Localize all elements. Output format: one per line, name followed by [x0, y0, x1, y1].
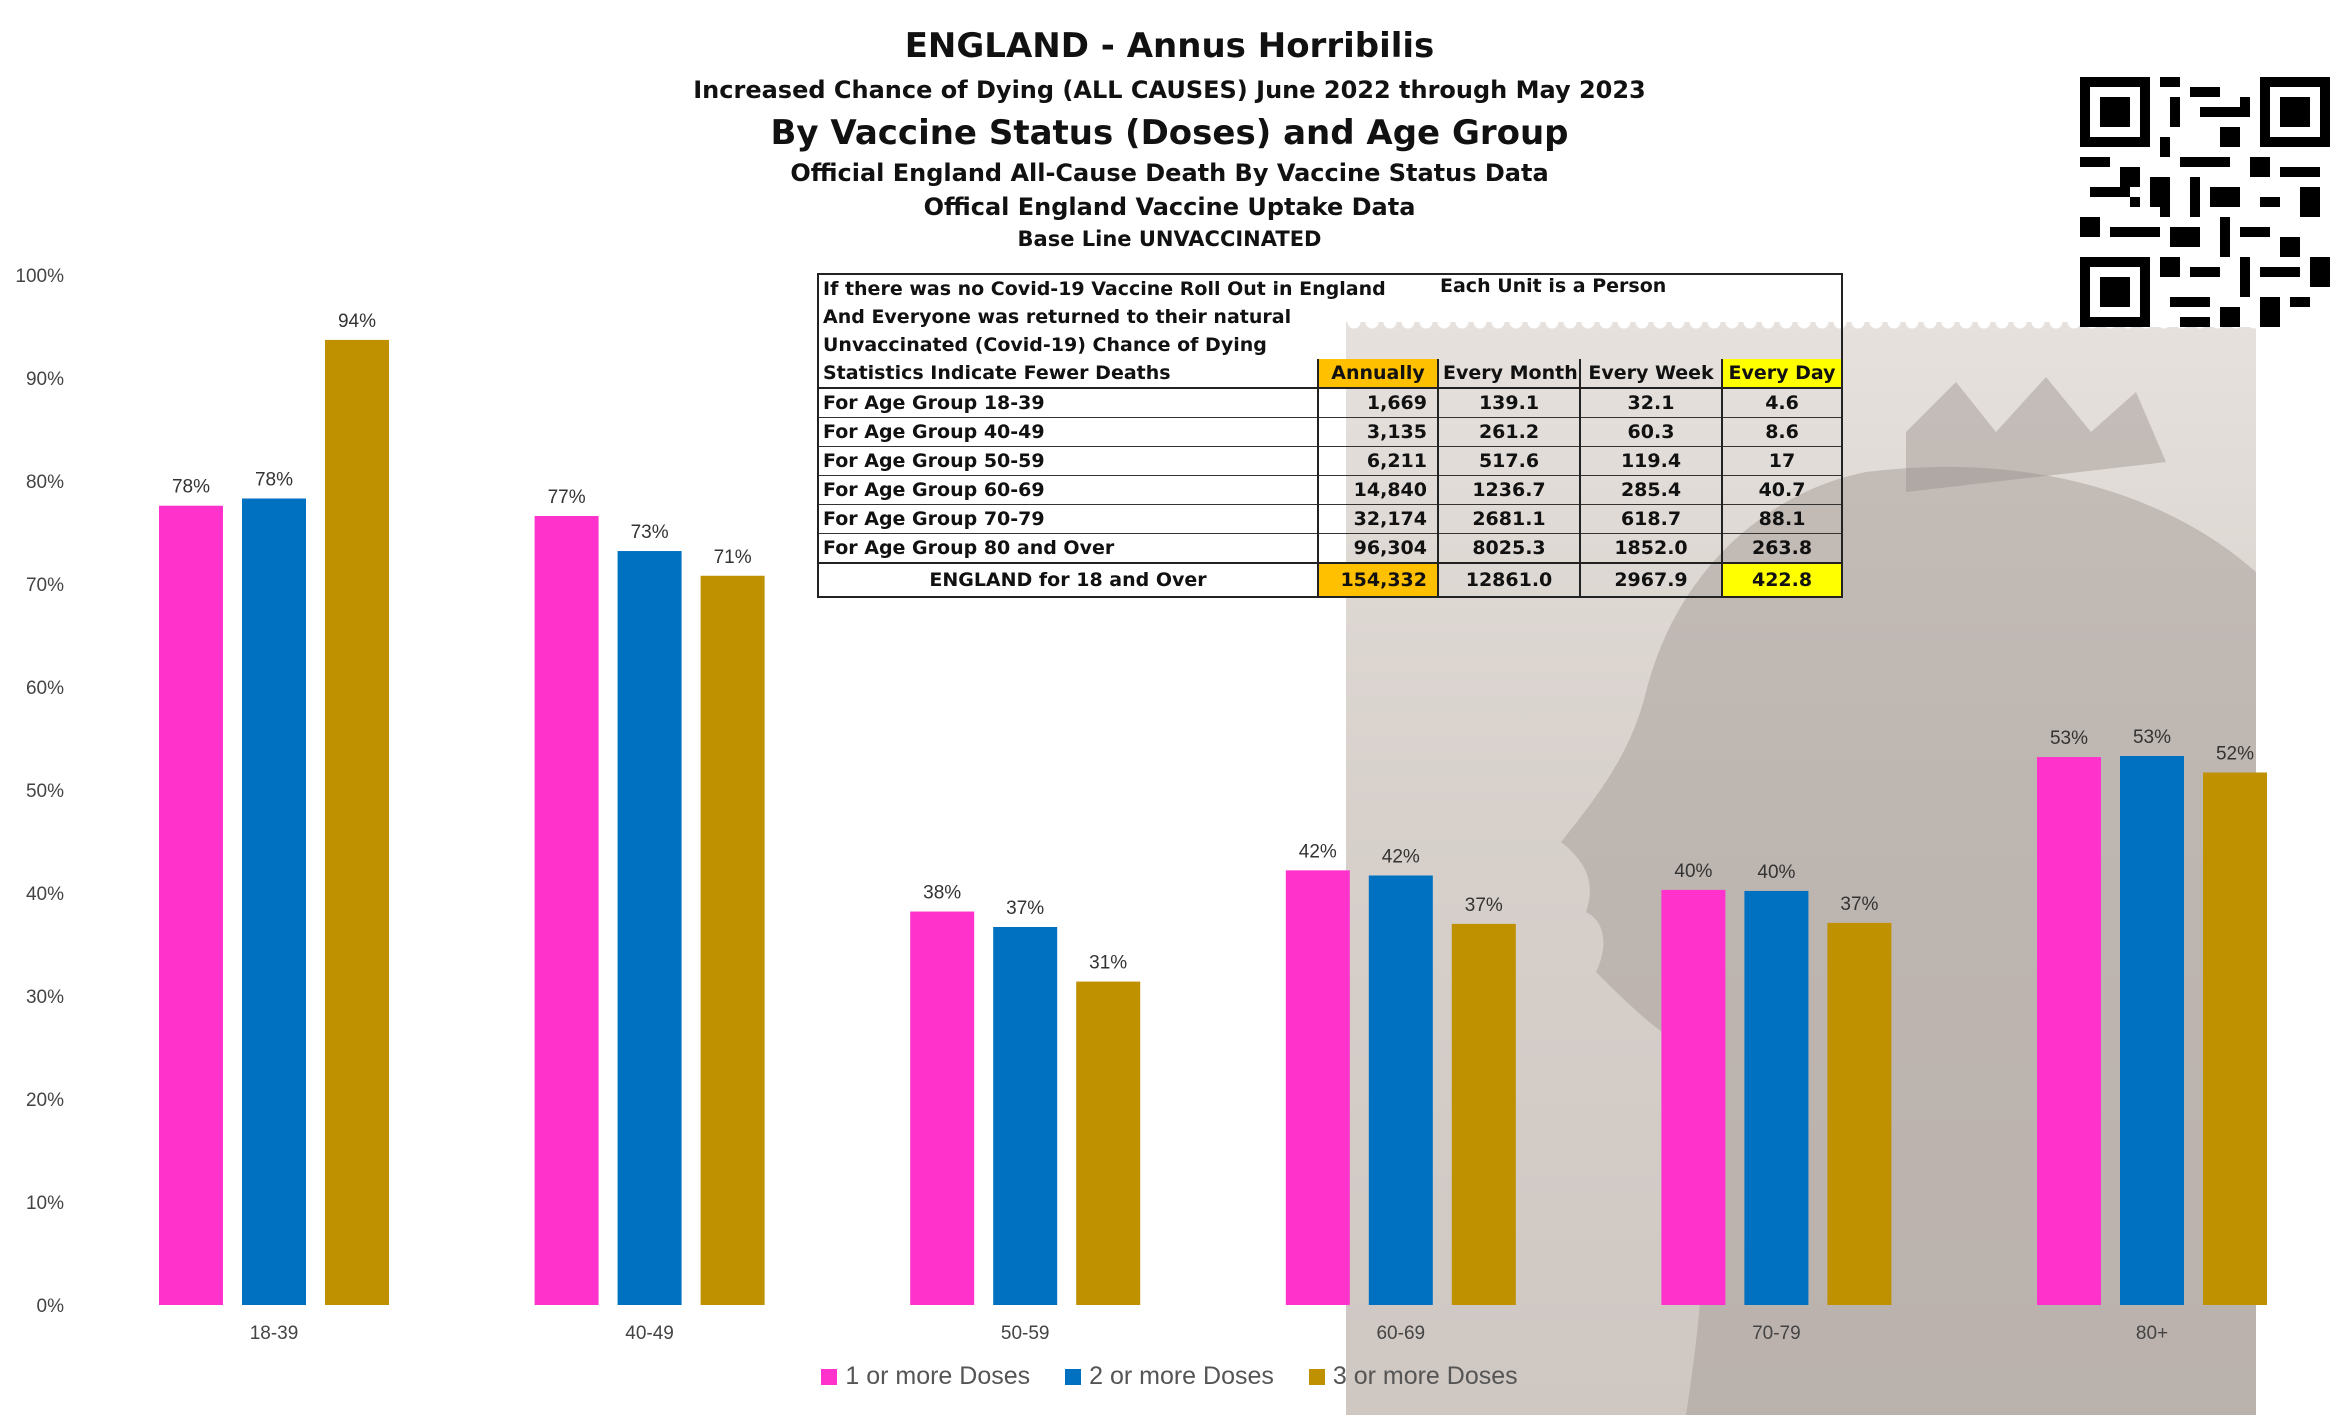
- bar-value-label: 37%: [1840, 893, 1879, 915]
- bar: [701, 576, 765, 1305]
- bar-value-label: 37%: [1464, 894, 1503, 916]
- cell-day: 40.7: [1722, 476, 1842, 505]
- table-intro-line: Statistics Indicate Fewer Deaths: [818, 359, 1318, 388]
- y-tick-label: 40%: [25, 884, 64, 905]
- chart-subtitle-period: Increased Chance of Dying (ALL CAUSES) June 2022 through May 2023: [693, 76, 1646, 104]
- table-row: [818, 388, 1842, 418]
- cell-month: 1236.7: [1438, 476, 1580, 505]
- legend-swatch: [1065, 1369, 1081, 1385]
- bar-value-label: 38%: [923, 882, 962, 904]
- cell-week: 60.3: [1580, 418, 1722, 447]
- bar-value-label: 53%: [2132, 727, 2172, 749]
- cell-week: 119.4: [1580, 447, 1722, 476]
- table-total-row: [818, 563, 1842, 597]
- x-tick-label: 18-39: [249, 1323, 299, 1344]
- bar: [535, 516, 599, 1305]
- total-day: 422.8: [1722, 563, 1842, 597]
- bar-value-label: 77%: [547, 487, 586, 509]
- bar-value-label: 40%: [1674, 860, 1713, 882]
- cell-day: 88.1: [1722, 505, 1842, 534]
- bar-value-label: 73%: [630, 522, 669, 544]
- y-tick-label: 100%: [15, 266, 64, 287]
- row-label: For Age Group 80 and Over: [823, 537, 1115, 559]
- row-label: For Age Group 18-39: [818, 388, 1318, 418]
- cell-month: 2681.1: [1438, 505, 1580, 534]
- cell-annually: 6,211: [1318, 447, 1438, 476]
- legend-label: 2 or more Doses: [1089, 1362, 1274, 1390]
- cell-annually: 3,135: [1318, 418, 1438, 447]
- y-tick-label: 50%: [25, 781, 64, 802]
- total-month: 12861.0: [1438, 563, 1580, 597]
- bar-value-label: 71%: [713, 546, 752, 568]
- legend-item-1-dose[interactable]: [821, 1362, 1030, 1391]
- bar: [159, 506, 223, 1305]
- column-header-week: Every Week: [1580, 359, 1722, 388]
- bar-value-label: 94%: [337, 310, 377, 332]
- table-intro-line: And Everyone was returned to their natural: [823, 306, 1292, 328]
- bar: [1369, 875, 1433, 1305]
- x-axis: [250, 1323, 2168, 1344]
- bar: [242, 499, 306, 1305]
- bar: [1286, 870, 1350, 1305]
- unit-note: Each Unit is a Person: [1440, 275, 1667, 297]
- source-death-data: Official England All-Cause Death By Vaccine Status Data: [790, 159, 1549, 187]
- cell-day: 17: [1722, 447, 1842, 476]
- column-header-month: Every Month: [1438, 359, 1580, 388]
- bar: [1744, 891, 1808, 1305]
- bar-value-label: 78%: [254, 469, 294, 491]
- cell-day: 263.8: [1722, 534, 1842, 564]
- chart-legend: [0, 1362, 2339, 1391]
- cell-annually: 32,174: [1318, 505, 1438, 534]
- cell-week: 618.7: [1580, 505, 1722, 534]
- bar-value-label: 31%: [1089, 952, 1128, 974]
- bar-value-label: 40%: [1757, 861, 1796, 883]
- legend-swatch: [821, 1369, 837, 1385]
- y-tick-label: 0%: [36, 1296, 64, 1317]
- bar-value-label: 42%: [1381, 846, 1420, 868]
- table-row: [818, 447, 1842, 476]
- cell-week: 1852.0: [1580, 534, 1722, 564]
- row-label: For Age Group 40-49: [818, 418, 1318, 447]
- bar: [2120, 756, 2184, 1305]
- baseline-note: Base Line UNVACCINATED: [1017, 227, 1322, 251]
- chart-subtitle-grouping: By Vaccine Status (Doses) and Age Group: [770, 113, 1569, 153]
- legend-item-3-doses[interactable]: [1309, 1362, 1518, 1391]
- legend-item-2-doses[interactable]: [1065, 1362, 1274, 1391]
- legend-label: 1 or more Doses: [845, 1362, 1031, 1390]
- total-week: 2967.9: [1580, 563, 1722, 597]
- column-header-day: Every Day: [1722, 359, 1842, 388]
- x-tick-label: 80+: [2135, 1323, 2169, 1344]
- cell-month: 261.2: [1438, 418, 1580, 447]
- bar: [1076, 982, 1140, 1305]
- bar: [993, 927, 1057, 1305]
- cell-annually: 1,669: [1318, 388, 1438, 418]
- y-tick-label: 30%: [25, 987, 64, 1008]
- bar-value-label: 53%: [2049, 728, 2089, 750]
- cell-day: 4.6: [1722, 388, 1842, 418]
- total-label: ENGLAND for 18 and Over: [818, 563, 1318, 597]
- bar: [2203, 772, 2267, 1305]
- y-tick-label: 70%: [25, 575, 64, 596]
- bar-value-label: 52%: [2215, 743, 2255, 765]
- y-tick-label: 80%: [25, 472, 64, 493]
- table-intro-line: Unvaccinated (Covid-19) Chance of Dying: [823, 334, 1267, 356]
- table-intro-line: If there was no Covid-19 Vaccine Roll Out in England: [823, 278, 1386, 300]
- cell-month: 517.6: [1438, 447, 1580, 476]
- cell-annually: 14,840: [1318, 476, 1438, 505]
- cell-day: 8.6: [1722, 418, 1842, 447]
- cell-month: 8025.3: [1438, 534, 1580, 564]
- fewer-deaths-table: [817, 273, 1843, 598]
- cell-week: 285.4: [1580, 476, 1722, 505]
- bar-value-label: 37%: [1006, 897, 1045, 919]
- source-uptake-data: Offical England Vaccine Uptake Data: [923, 193, 1416, 221]
- cell-month: 139.1: [1438, 388, 1580, 418]
- bar: [618, 551, 682, 1305]
- y-axis: [15, 266, 64, 1317]
- row-label: For Age Group 60-69: [818, 476, 1318, 505]
- x-tick-label: 70-79: [1752, 1323, 1801, 1344]
- x-tick-label: 50-59: [1000, 1323, 1050, 1344]
- legend-label: 3 or more Doses: [1332, 1362, 1518, 1390]
- x-tick-label: 60-69: [1376, 1323, 1426, 1344]
- bar: [325, 340, 389, 1305]
- y-tick-label: 90%: [25, 369, 64, 390]
- x-tick-label: 40-49: [625, 1323, 674, 1344]
- y-tick-label: 20%: [25, 1090, 64, 1111]
- bar: [1661, 890, 1725, 1305]
- bar-value-label: 78%: [171, 476, 211, 498]
- table-row: [818, 505, 1842, 534]
- legend-swatch: [1309, 1369, 1325, 1385]
- table-row: [818, 476, 1842, 505]
- bar-value-label: 42%: [1298, 841, 1337, 863]
- bar: [910, 912, 974, 1305]
- bar: [1827, 923, 1891, 1305]
- column-header-annually: Annually: [1318, 359, 1438, 388]
- bar: [1452, 924, 1516, 1305]
- chart-title: ENGLAND - Annus Horribilis: [904, 26, 1435, 66]
- y-tick-label: 10%: [25, 1193, 64, 1214]
- total-annually: 154,332: [1318, 563, 1438, 597]
- cell-week: 32.1: [1580, 388, 1722, 418]
- y-tick-label: 60%: [25, 678, 64, 699]
- table-row: [818, 534, 1842, 564]
- bar: [2037, 757, 2101, 1305]
- row-label: For Age Group 50-59: [818, 447, 1318, 476]
- cell-annually: 96,304: [1318, 534, 1438, 564]
- table-row: [818, 418, 1842, 447]
- row-label: For Age Group 70-79: [818, 505, 1318, 534]
